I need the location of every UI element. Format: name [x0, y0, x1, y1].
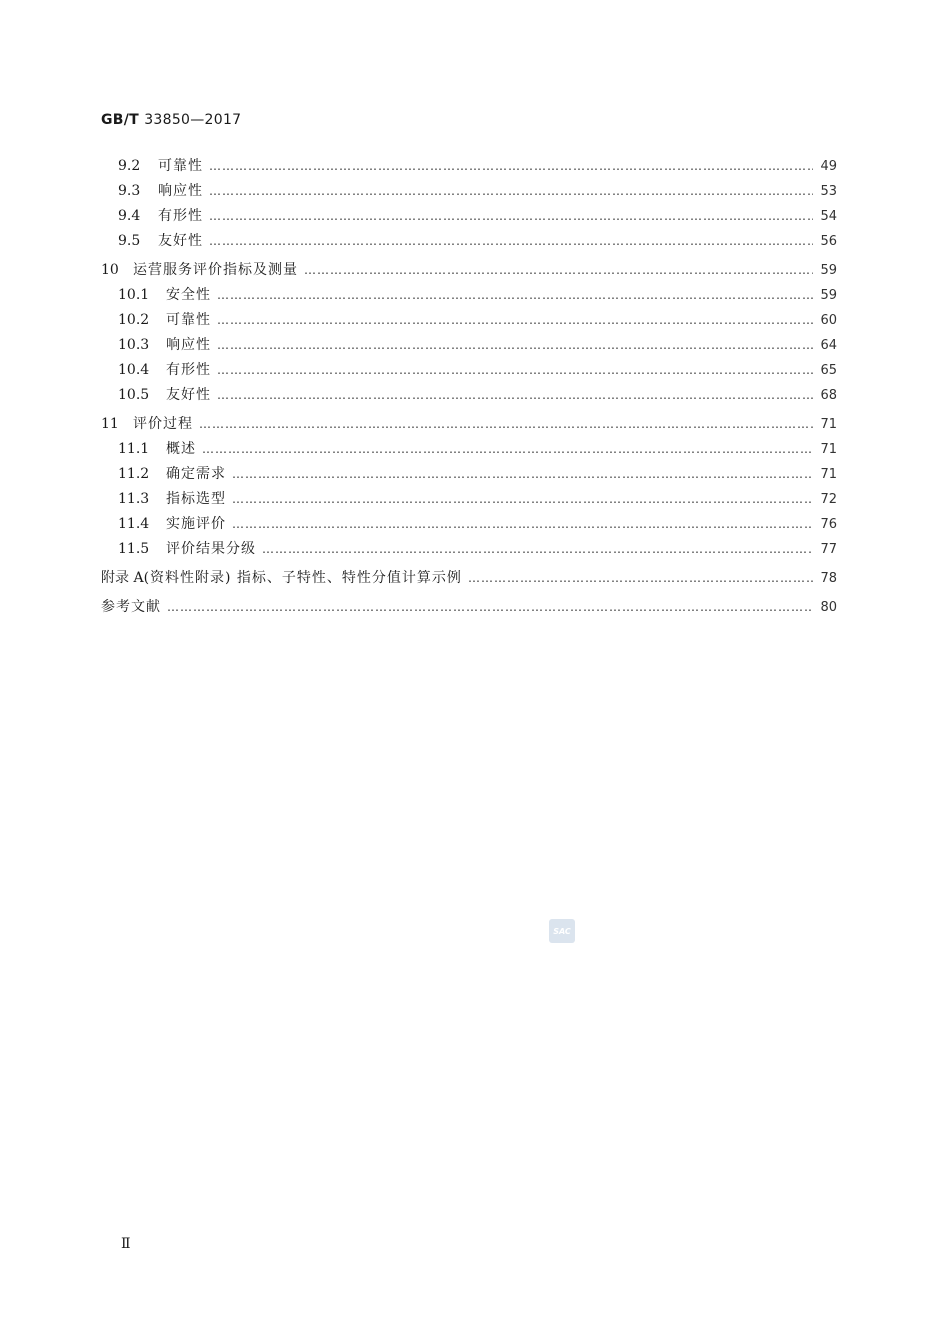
toc-entry[interactable]: [101, 333, 837, 358]
toc-entry-title: 实施评价: [166, 516, 226, 532]
toc-entry-title: 可靠性: [166, 312, 211, 328]
toc-entry-page: 64: [820, 338, 837, 353]
toc-leader-dots: [209, 179, 813, 204]
toc-entry-title: 友好性: [158, 233, 203, 249]
toc-leader-dots: [217, 308, 813, 333]
toc-entry-page: 71: [820, 417, 837, 432]
standard-number: 33850—2017: [144, 112, 242, 128]
toc-entry-number: 9.4: [118, 208, 141, 224]
toc-entry-page: 49: [820, 159, 837, 174]
toc-entry-title: 评价过程: [133, 416, 193, 432]
toc-leader-dots: [209, 204, 813, 229]
toc-entry-page: 71: [820, 442, 837, 457]
toc-leader-dots: [304, 258, 813, 283]
toc-entry-number: 11.2: [118, 466, 150, 482]
toc-entry-page: 77: [820, 542, 837, 557]
toc-entry-page: 78: [820, 571, 837, 586]
toc-entry[interactable]: [101, 258, 837, 283]
toc-entry-title: 运营服务评价指标及测量: [133, 262, 298, 278]
toc-entry[interactable]: [101, 437, 837, 462]
toc-entry[interactable]: [101, 487, 837, 512]
table-of-contents: [101, 154, 837, 620]
document-header: [101, 112, 241, 128]
toc-entry[interactable]: [101, 204, 837, 229]
toc-leader-dots: [232, 462, 813, 487]
toc-entry-number: 10.3: [118, 337, 150, 353]
toc-entry-page: 68: [820, 388, 837, 403]
toc-entry[interactable]: [101, 283, 837, 308]
toc-entry-page: 53: [820, 184, 837, 199]
toc-leader-dots: [209, 154, 813, 179]
toc-entry-number: 10.1: [118, 287, 150, 303]
toc-entry-page: 65: [820, 363, 837, 378]
toc-entry-number: 10.5: [118, 387, 150, 403]
toc-entry[interactable]: [101, 595, 837, 620]
toc-entry-title: 有形性: [166, 362, 211, 378]
sac-watermark-logo: [549, 919, 575, 943]
toc-entry-title: 指标选型: [166, 491, 226, 507]
toc-entry-page: 56: [820, 234, 837, 249]
toc-entry-number: 11.4: [118, 516, 150, 532]
toc-entry[interactable]: [101, 308, 837, 333]
toc-entry-title: 评价结果分级: [166, 541, 256, 557]
toc-entry[interactable]: [101, 383, 837, 408]
toc-entry-number: 9.3: [118, 183, 141, 199]
toc-entry[interactable]: [101, 537, 837, 562]
toc-leader-dots: [468, 566, 813, 591]
toc-entry-number: 10: [101, 262, 119, 278]
toc-entry-title: 可靠性: [158, 158, 203, 174]
toc-entry-number: 9.5: [118, 233, 141, 249]
toc-leader-dots: [217, 333, 813, 358]
toc-entry-number: 11.1: [118, 441, 150, 457]
toc-entry-title: 概述: [166, 441, 196, 457]
toc-entry-page: 54: [820, 209, 837, 224]
toc-entry[interactable]: [101, 229, 837, 254]
toc-entry-number: 10.4: [118, 362, 150, 378]
toc-entry-number: 11.5: [118, 541, 150, 557]
toc-entry-number: 10.2: [118, 312, 150, 328]
watermark-text: SAC: [553, 926, 571, 936]
toc-leader-dots: [232, 512, 813, 537]
standard-prefix: GB/T: [101, 112, 140, 128]
toc-entry[interactable]: [101, 179, 837, 204]
toc-entry-page: 80: [820, 600, 837, 615]
toc-entry-title: 参考文献: [101, 599, 161, 615]
toc-entry-page: 59: [820, 288, 837, 303]
toc-leader-dots: [167, 595, 813, 620]
toc-entry-title: 有形性: [158, 208, 203, 224]
toc-entry-page: 60: [820, 313, 837, 328]
toc-entry[interactable]: [101, 358, 837, 383]
toc-entry-page: 76: [820, 517, 837, 532]
toc-entry-title: 友好性: [166, 387, 211, 403]
toc-leader-dots: [199, 412, 813, 437]
page-number: Ⅱ: [121, 1236, 131, 1252]
toc-entry[interactable]: [101, 566, 837, 591]
toc-entry-title: 响应性: [158, 183, 203, 199]
toc-entry[interactable]: [101, 412, 837, 437]
toc-leader-dots: [262, 537, 813, 562]
toc-leader-dots: [217, 358, 813, 383]
toc-entry[interactable]: [101, 512, 837, 537]
toc-leader-dots: [217, 283, 813, 308]
toc-entry-page: 71: [820, 467, 837, 482]
toc-entry-number: 11: [101, 416, 119, 432]
toc-entry[interactable]: [101, 462, 837, 487]
toc-leader-dots: [217, 383, 813, 408]
toc-leader-dots: [232, 487, 813, 512]
toc-entry-page: 59: [820, 263, 837, 278]
toc-entry[interactable]: [101, 154, 837, 179]
toc-leader-dots: [202, 437, 813, 462]
toc-entry-title: (资料性附录) 指标、子特性、特性分值计算示例: [143, 570, 462, 586]
toc-entry-page: 72: [820, 492, 837, 507]
toc-entry-title: 确定需求: [166, 466, 226, 482]
toc-entry-number: 附录 A: [101, 570, 144, 586]
toc-entry-number: 9.2: [118, 158, 141, 174]
toc-entry-number: 11.3: [118, 491, 150, 507]
toc-entry-title: 安全性: [166, 287, 211, 303]
toc-leader-dots: [209, 229, 813, 254]
toc-entry-title: 响应性: [166, 337, 211, 353]
